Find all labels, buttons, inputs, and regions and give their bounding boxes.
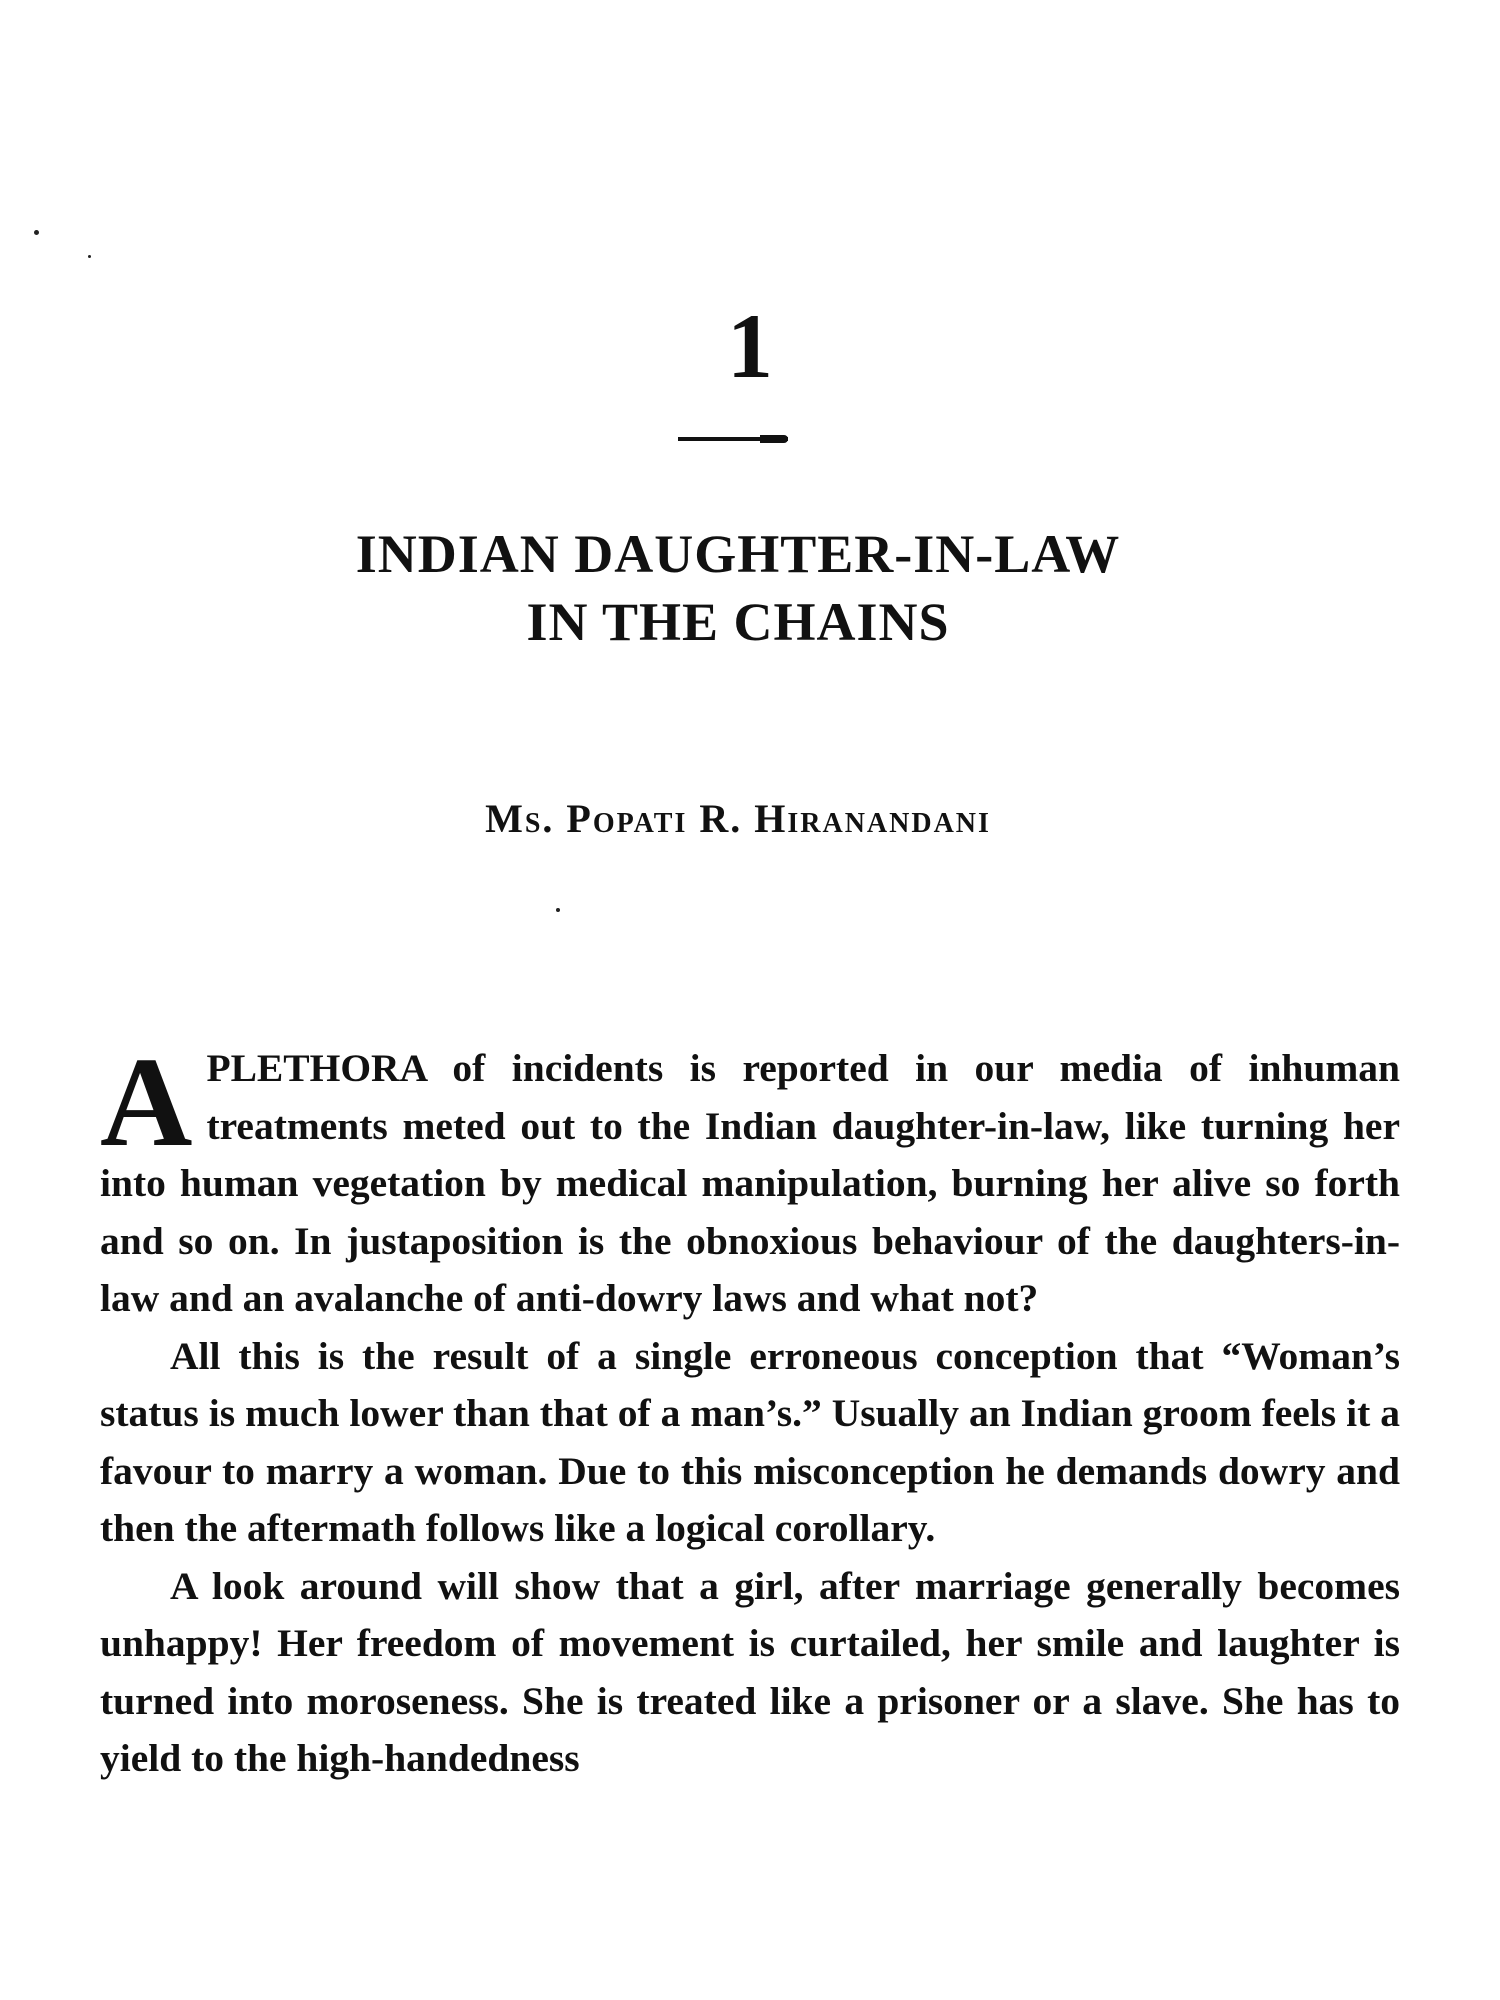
paragraph-3: A look around will show that a girl, after marriage generally becomes unhappy! Her freedom of movement is curtailed, her smile and laughter is turned into moroseness. She is treated like a prisoner or a slave. She has to yield to the high-handedness — [100, 1563, 1400, 1780]
chapter-number: 1 — [727, 295, 773, 397]
paragraph-1 — [100, 1031, 1400, 1328]
paragraph-1-text: of incidents is reported in our media of inhuman treatments meted out to the Indian daughter-in-law, like turning her into human vegetation by medical manipulation, burning her alive so forth and so on. In justaposition is the obnoxious behaviour of the daughters-in-law and an avalanche of anti-dowry laws and what not? — [100, 1046, 1400, 1320]
scan-speck — [34, 230, 39, 235]
author-name: Ms. Popati R. Hiranandani — [485, 796, 991, 841]
paragraph-2: All this is the result of a single erroneous conception that “Woman’s status is much lower than that of a man’s.” Usually an Indian groom feels it a favour to marry a woman. Due to this misconception he demands dowry and then the aftermath follows like a logical corollary. — [100, 1333, 1400, 1550]
paragraph-1-lead-word: PLETHORA — [206, 1046, 426, 1090]
chapter-body — [100, 1031, 1400, 1788]
chapter-title-line-1: INDIAN DAUGHTER-IN-LAW — [355, 524, 1121, 584]
scan-speck — [88, 255, 91, 258]
drop-cap: A — [100, 1031, 193, 1173]
scan-speck — [556, 908, 560, 912]
chapter-title-line-2: IN THE CHAINS — [526, 592, 950, 652]
chapter-title — [0, 520, 1476, 656]
chapter-ornament-rule — [678, 437, 788, 441]
